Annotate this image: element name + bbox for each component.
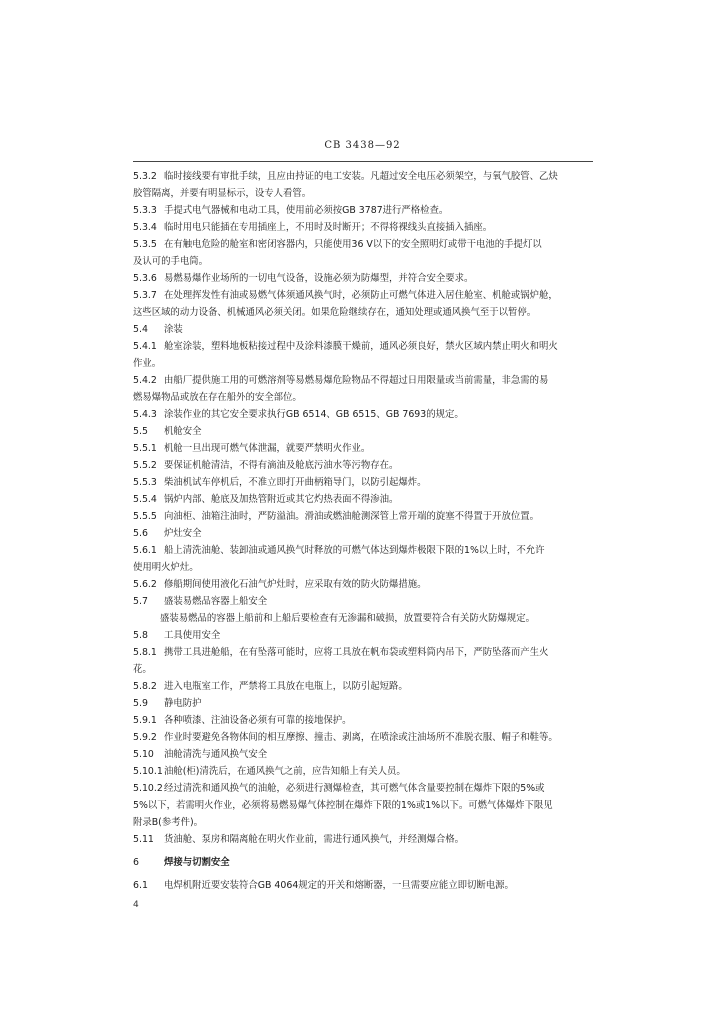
continuation-line	[133, 253, 603, 270]
clause-line	[133, 627, 603, 644]
clause-text: 涂装作业的其它安全要求执行GB 6514、GB 6515、GB 7693的规定。	[164, 409, 464, 420]
clause-line	[133, 763, 603, 780]
continuation-line	[133, 355, 603, 372]
continuation-line	[133, 389, 603, 406]
clause-line	[133, 372, 603, 389]
clause-text: 临时用电只能插在专用插座上，不用时及时断开；不得将裸线头直接插入插座。	[164, 222, 493, 233]
continuation-line	[133, 185, 603, 202]
clause-line	[133, 576, 603, 593]
continuation-line	[133, 559, 603, 576]
clause-line	[133, 746, 603, 763]
clause-text: 工具使用安全	[164, 630, 221, 641]
clause-line	[133, 508, 603, 525]
clause-text: 炉灶安全	[164, 528, 202, 539]
clause-text: 舱室涂装，塑料地板粘接过程中及涂料漆膜干燥前，通风必须良好，禁火区域内禁止明火和明火	[164, 341, 558, 352]
clause-text: 燃易爆物品或放在存在船外的安全部位。	[133, 392, 302, 403]
clause-line	[133, 695, 603, 712]
clause-number: 5.11	[133, 834, 154, 845]
clause-number: 5.5.4	[133, 494, 157, 505]
clause-line	[133, 423, 603, 440]
continuation-line	[133, 797, 603, 814]
clause-number: 5.7	[133, 596, 148, 607]
clause-line	[133, 270, 603, 287]
clause-number: 5.3.6	[133, 273, 157, 284]
clause-number: 5.6	[133, 528, 148, 539]
clause-number: 6.1	[133, 880, 148, 891]
clause-text: 手提式电气器械和电动工具，使用前必须按GB 3787进行严格检查。	[164, 205, 449, 216]
clause-text: 要保证机舱清洁，不得有滴油及舱底污油水等污物存在。	[164, 460, 399, 471]
clause-number: 5.3.2	[133, 171, 157, 182]
clause-number: 5.3.4	[133, 222, 157, 233]
clause-text: 油舱清洗与通风换气安全	[164, 749, 268, 760]
document-body	[133, 168, 603, 894]
clause-text: 锅炉内部、舱底及加热管附近或其它灼热表面不得渗油。	[164, 494, 399, 505]
clause-line	[133, 168, 603, 185]
clause-text: 柴油机试车停机后，不准立即打开曲柄箱导门，以防引起爆炸。	[164, 477, 427, 488]
clause-text: 由船厂提供施工用的可燃溶剂等易燃易爆危险物品不得超过日用限量或当前需量，非急需的易	[164, 375, 549, 386]
continuation-line	[133, 304, 603, 321]
clause-line	[133, 202, 603, 219]
clause-text: 机舱一旦出现可燃气体泄漏，就要严禁明火作业。	[164, 443, 371, 454]
clause-text: 向油柜、油箱注油时，严防溢油。滑油或燃油舱测深管上常开端的旋塞不得置于开放位置。	[164, 511, 540, 522]
clause-text: 电焊机附近要安装符合GB 4064规定的开关和熔断器，一旦需要应能立即切断电源。	[164, 880, 514, 891]
clause-text: 5%以下，若需明火作业，必须将易燃易爆气体控制在爆炸下限的1%或1%以下。可燃气体爆炸下限见	[133, 800, 553, 811]
clause-line	[133, 321, 603, 338]
clause-text: 进入电瓶室工作，严禁将工具放在电瓶上，以防引起短路。	[164, 681, 408, 692]
clause-number: 5.6.1	[133, 545, 157, 556]
clause-text: 携带工具进舱船，在有坠落可能时，应将工具放在帆布袋或塑料筒内吊下，严防坠落而产生火	[164, 647, 549, 658]
clause-line	[133, 457, 603, 474]
continuation-line	[133, 814, 603, 831]
clause-text: 盛装易燃品的容器上船前和上船后要检查有无渗漏和破损，放置要符合有关防火防爆规定。	[160, 613, 536, 624]
clause-text: 盛装易燃品容器上船安全	[164, 596, 268, 607]
clause-number: 5.3.7	[133, 290, 157, 301]
clause-number: 5.4	[133, 324, 148, 335]
clause-number: 5.10.2	[133, 783, 163, 794]
clause-text: 船上清洗油舱、装卸油或通风换气时释放的可燃气体达到爆炸极限下限的1%以上时，不允许	[164, 545, 545, 556]
clause-text: 在有触电危险的舱室和密闭容器内，只能使用36 V以下的安全照明灯或带干电池的手提灯以	[164, 239, 542, 250]
clause-text: 涂装	[164, 324, 183, 335]
clause-line	[133, 644, 603, 661]
clause-text: 花。	[133, 664, 152, 675]
page-number: 4	[133, 900, 139, 910]
clause-number: 5.9.1	[133, 715, 157, 726]
clause-number: 5.6.2	[133, 579, 157, 590]
clause-text: 在处理挥发性有油或易燃气体须通风换气时，必须防止可燃气体进入居住舱室、机舱或锅炉舱，	[164, 290, 558, 301]
clause-text: 修船期间使用液化石油气炉灶时，应采取有效的防火防爆措施。	[164, 579, 427, 590]
clause-number: 5.4.2	[133, 375, 157, 386]
clause-line	[133, 406, 603, 423]
clause-line	[133, 338, 603, 355]
clause-line	[133, 440, 603, 457]
clause-number: 5.5.3	[133, 477, 157, 488]
header-rule	[133, 161, 593, 162]
clause-text: 经过清洗和通风换气的油舱，必须进行测爆检查，其可燃气体含量要控制在爆炸下限的5%或	[164, 783, 545, 794]
clause-number: 5.9.2	[133, 732, 157, 743]
clause-line	[133, 491, 603, 508]
clause-number: 5.9	[133, 698, 148, 709]
clause-number: 5.8	[133, 630, 148, 641]
clause-line	[133, 219, 603, 236]
clause-text: 机舱安全	[164, 426, 202, 437]
clause-text: 作业。	[133, 358, 162, 369]
clause-line	[133, 712, 603, 729]
clause-text: 油舱(柜)清洗后，在通风换气之前，应告知船上有关人员。	[164, 766, 406, 777]
clause-text: 焊接与切割安全	[164, 857, 230, 868]
document-header-code: CB 3438—92	[324, 140, 401, 151]
clause-text: 及认可的手电筒。	[133, 256, 209, 267]
clause-text: 这些区域的动力设备、机械通风必须关闭。如果危险继续存在，通知处理或通风换气至于以暂停。	[133, 307, 537, 318]
clause-number: 6	[133, 857, 139, 868]
continuation-line	[133, 661, 603, 678]
clause-text: 静电防护	[164, 698, 202, 709]
clause-line	[133, 780, 603, 797]
clause-text: 作业时要避免各物体间的相互摩擦、撞击、剥离，在喷涂或注油场所不准脱衣服、帽子和鞋等。	[164, 732, 558, 743]
clause-number: 5.8.2	[133, 681, 157, 692]
clause-number: 5.8.1	[133, 647, 157, 658]
clause-number: 5.4.1	[133, 341, 157, 352]
clause-text: 临时接线要有审批手续，且应由持证的电工安装。凡超过安全电压必须架空，与氧气胶管、乙炔	[164, 171, 558, 182]
clause-text: 各种喷漆、注油设备必须有可靠的接地保护。	[164, 715, 352, 726]
continuation-line	[133, 610, 603, 627]
clause-number: 5.5.2	[133, 460, 157, 471]
clause-text: 附录B(参考件)。	[133, 817, 203, 828]
clause-line	[133, 678, 603, 695]
clause-number: 5.4.3	[133, 409, 157, 420]
clause-number: 5.5.1	[133, 443, 157, 454]
clause-line	[133, 593, 603, 610]
clause-text: 货油舱、泵房和隔离舱在明火作业前，需进行通风换气，并经测爆合格。	[164, 834, 465, 845]
clause-number: 5.3.3	[133, 205, 157, 216]
clause-line	[133, 236, 603, 253]
clause-line	[133, 729, 603, 746]
clause-line	[133, 525, 603, 542]
clause-number: 5.5	[133, 426, 148, 437]
clause-text: 使用明火炉灶。	[133, 562, 199, 573]
clause-text: 胶管隔离，并要有明显标示，设专人看管。	[133, 188, 312, 199]
clause-number: 5.10	[133, 749, 154, 760]
clause-number: 5.10.1	[133, 766, 163, 777]
clause-number: 5.5.5	[133, 511, 157, 522]
clause-line	[133, 542, 603, 559]
clause-line	[133, 831, 603, 848]
clause-line	[133, 877, 603, 894]
clause-number: 5.3.5	[133, 239, 157, 250]
clause-line	[133, 287, 603, 304]
clause-text: 易燃易爆作业场所的一切电气设备，设施必须为防爆型，并符合安全要求。	[164, 273, 474, 284]
clause-line	[133, 474, 603, 491]
clause-line	[133, 854, 603, 871]
